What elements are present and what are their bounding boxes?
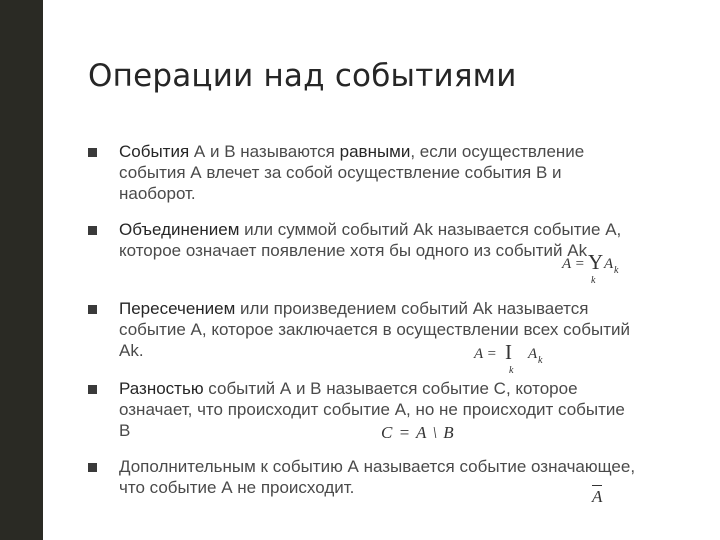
item-2-lead: Объединением <box>119 220 240 239</box>
complement-formula <box>592 485 602 507</box>
item-4-rest: событий А и В называется событие С, которое означает, что происходит событие А, но не происходит событие В <box>119 379 625 440</box>
bullet-4 <box>88 385 97 394</box>
intersection-operator: I <box>505 340 512 364</box>
item-3-lead: Пересечением <box>119 299 236 318</box>
intersection-lhs: A = <box>474 346 497 362</box>
item-2-rest: или суммой событий Ak называется событие А, которое означает появление хотя бы одного из событий Ak <box>119 220 622 260</box>
intersection-rhs-index: k <box>538 355 543 366</box>
bullet-3 <box>88 305 97 314</box>
union-lhs: A = <box>562 256 585 272</box>
union-operator: Y <box>588 250 604 274</box>
union-formula <box>562 256 585 273</box>
item-2 <box>119 219 639 261</box>
complement-symbol: A <box>592 487 603 506</box>
side-bar <box>0 0 43 540</box>
item-4-lead: Разностью <box>119 379 204 398</box>
item-1-mid: А и В называются <box>189 142 340 161</box>
bullet-1 <box>88 148 97 157</box>
bullet-2 <box>88 226 97 235</box>
item-4 <box>119 378 639 441</box>
bullet-5 <box>88 463 97 472</box>
difference-formula: C = A \ B <box>381 423 455 442</box>
item-5: Дополнительным к событию А называется событие означающее, что событие А не происходит. <box>119 457 636 497</box>
intersection-rhs: A <box>528 346 538 362</box>
slide-title: Операции над событиями <box>88 58 517 94</box>
item-3-rest: или произведением событий Ak называется событие А, которое заключается в осуществлении всех событий Ak. <box>119 299 630 360</box>
union-operator-index: k <box>591 275 596 286</box>
item-1 <box>119 141 639 204</box>
item-1-lead: События <box>119 142 190 161</box>
item-1-rest: , если осуществление события А влечет за собой осуществление события В и наоборот. <box>119 142 585 203</box>
union-rhs: A <box>604 256 614 272</box>
item-3 <box>119 298 639 361</box>
union-rhs-index: k <box>614 265 619 276</box>
item-1-em: равными <box>339 142 411 161</box>
intersection-operator-index: k <box>509 365 514 376</box>
